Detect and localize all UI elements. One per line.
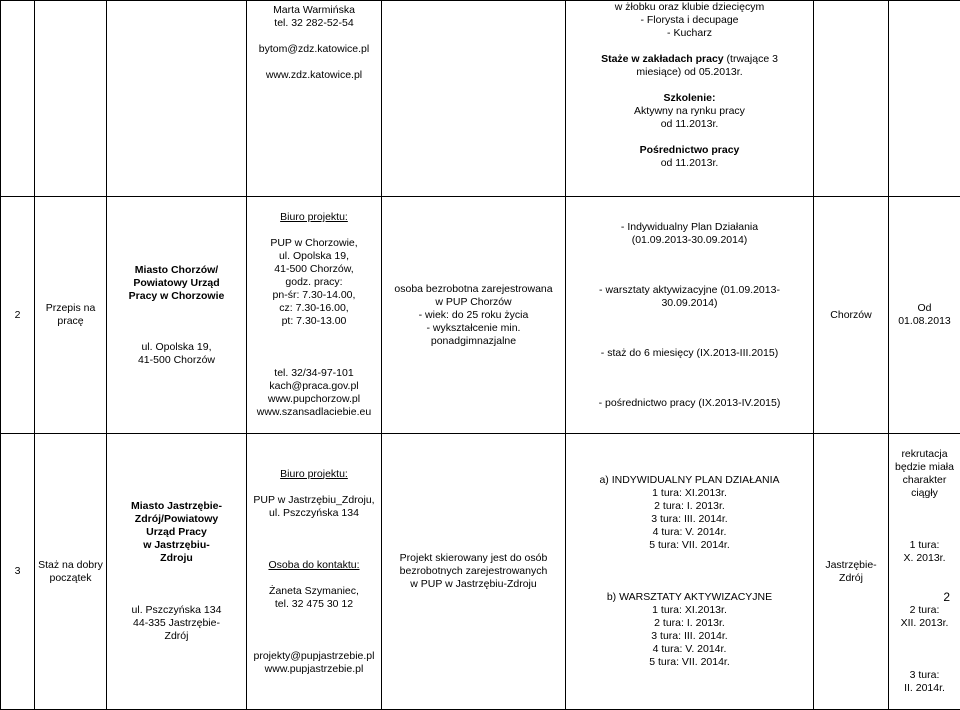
staze-line xyxy=(569,53,810,66)
organizer-address: ul. Opolska 19, 41-500 Chorzów xyxy=(110,341,243,367)
staze-heading: Staże w zakładach pracy xyxy=(601,53,724,65)
lp-cell: 2 xyxy=(1,197,35,434)
project-name-cell: Przepis na pracę xyxy=(35,197,107,434)
posrednictwo-heading: Pośrednictwo pracy xyxy=(569,144,810,157)
biuro-details: PUP w Chorzowie, ul. Opolska 19, 41-500 Chorzów, godz. pracy: pn-śr: 7.30-14.00, cz: 7.30-16.00, pt: 7.30-13.00 xyxy=(250,237,378,328)
term-item: 2 tura: XII. 2013r. xyxy=(892,604,957,630)
table-row xyxy=(1,1,960,197)
kontakt-heading: Osoba do kontaktu: xyxy=(250,559,378,572)
email-link[interactable]: bytom@zdz.katowice.pl xyxy=(250,43,378,56)
action-item: - staż do 6 miesięcy (IX.2013-III.2015) xyxy=(569,347,810,360)
lp-cell: 3 xyxy=(1,434,35,710)
organizer-cell xyxy=(107,197,247,434)
actions-cell xyxy=(566,197,814,434)
action-item: - warsztaty aktywizacyjne (01.09.2013- 30.09.2014) xyxy=(569,284,810,310)
target-group-cell: osoba bezrobotna zarejestrowana w PUP Chorzów - wiek: do 25 roku życia - wykształcenie min. ponadgimnazjalne xyxy=(382,197,566,434)
recruitment-note: rekrutacja będzie miała charakter ciągły xyxy=(892,448,957,500)
biuro-heading: Biuro projektu: xyxy=(250,211,378,224)
target-group-cell: Projekt skierowany jest do osób bezrobotnych zarejestrowanych w PUP w Jastrzębiu-Zdroju xyxy=(382,434,566,710)
date-cell xyxy=(889,1,960,197)
project-name-cell xyxy=(35,1,107,197)
date-cell xyxy=(889,434,960,710)
actions-cell xyxy=(566,1,814,197)
contact-line: tel. 32 282-52-54 xyxy=(250,17,378,30)
actions-line: w żłobku oraz klubie dziecięcym xyxy=(569,1,810,14)
contact-cell xyxy=(247,1,382,197)
page-number: 2 xyxy=(943,590,950,604)
city-cell: Chorzów xyxy=(814,197,889,434)
website-link[interactable]: www.zdz.katowice.pl xyxy=(250,69,378,82)
city-cell xyxy=(814,1,889,197)
biuro-heading: Biuro projektu: xyxy=(250,468,378,481)
kontakt-web[interactable]: projekty@pupjastrzebie.pl www.pupjastrzebie.pl xyxy=(250,650,378,676)
target-group-cell xyxy=(382,1,566,197)
biuro-contact[interactable]: tel. 32/34-97-101 kach@praca.gov.pl www.pupchorzow.pl www.szansadlaciebie.eu xyxy=(250,367,378,419)
table-row xyxy=(1,434,960,710)
biuro-details: PUP w Jastrzębiu_Zdroju, ul. Pszczyńska 134 xyxy=(250,494,378,520)
szkolenie-heading: Szkolenie: xyxy=(569,92,810,105)
term-item: 3 tura: II. 2014r. xyxy=(892,669,957,695)
project-name-cell: Staż na dobry początek xyxy=(35,434,107,710)
action-item: - pośrednictwo pracy (IX.2013-IV.2015) xyxy=(569,397,810,410)
contact-line: Marta Warmińska xyxy=(250,4,378,17)
actions-line: - Florysta i decupage xyxy=(569,14,810,27)
organizer-name: Miasto Chorzów/ Powiatowy Urząd Pracy w Chorzowie xyxy=(110,264,243,303)
szkolenie-line: od 11.2013r. xyxy=(569,118,810,131)
action-item: b) WARSZTATY AKTYWIZACYJNE 1 tura: XI.2013r. 2 tura: I. 2013r. 3 tura: III. 2014r. 4 tura: V. 2014r. 5 tura: VII. 2014r. xyxy=(569,591,810,669)
contact-cell xyxy=(247,434,382,710)
organizer-address: ul. Pszczyńska 134 44-335 Jastrzębie- Zdrój xyxy=(110,604,243,643)
city-cell: Jastrzębie-Zdrój xyxy=(814,434,889,710)
action-item: - Indywidualny Plan Działania (01.09.2013-30.09.2014) xyxy=(569,221,810,247)
contact-cell xyxy=(247,197,382,434)
lp-cell xyxy=(1,1,35,197)
staze-dates: miesiące) od 05.2013r. xyxy=(569,66,810,79)
kontakt-details: Żaneta Szymaniec, tel. 32 475 30 12 xyxy=(250,585,378,611)
actions-cell xyxy=(566,434,814,710)
szkolenie-line: Aktywny na rynku pracy xyxy=(569,105,810,118)
table-row xyxy=(1,197,960,434)
posrednictwo-date: od 11.2013r. xyxy=(569,157,810,170)
term-item: 1 tura: X. 2013r. xyxy=(892,539,957,565)
organizer-cell xyxy=(107,434,247,710)
actions-line: - Kucharz xyxy=(569,27,810,40)
staze-text: (trwające 3 xyxy=(724,53,778,65)
date-cell: Od 01.08.2013 xyxy=(889,197,960,434)
organizer-name: Miasto Jastrzębie- Zdrój/Powiatowy Urząd Pracy w Jastrzębiu- Zdroju xyxy=(110,500,243,565)
organizer-cell xyxy=(107,1,247,197)
action-item: a) INDYWIDUALNY PLAN DZIAŁANIA 1 tura: XI.2013r. 2 tura: I. 2013r. 3 tura: III. 2014r. 4 tura: V. 2014r. 5 tura: VII. 2014r. xyxy=(569,474,810,552)
